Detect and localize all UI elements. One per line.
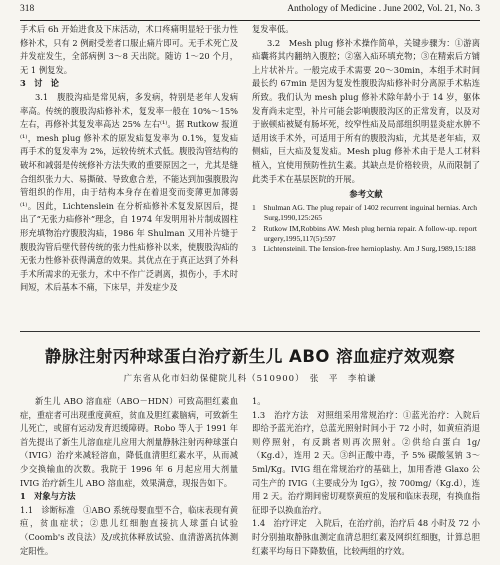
bottom-right-column [252,395,480,558]
reference-item: 1 Shulman AG. The plug repair of 1402 recurrent inguinal hernias. Arch Surg,1990,125:265 [252,202,478,223]
reference-item: 3 Lichtensteinil. The Iension-free hernioplashy. Am J Surg,1989,15:188 [252,244,476,254]
section-heading-discussion: 3 讨 论 [20,78,59,89]
paragraph: 3.1 腹股沟疝是常见病，多发病，特别是老年人发病率高。传统的腹股沟疝修补术，复发率一般在 10%～15% 左右，再修补其复发率高达 25% 左右⁽¹⁾。据 Rutkow 报道⁽¹⁾，mesh plug 修补术的原发疝复发率为 0.1%，复发疝再手术的复发率为 2%，远较传统术式低。腹股沟管结构的破坏和减弱是传统修补方法失败的重要原因之一，尤其是缝合组织张力大、易撕破、导致愈合差，不能达到加强腹股沟管组织的作用，由于结构本身存在着退变而变薄更加薄弱⁽¹⁾。因此，Lichtenslein 在分析疝修补术复发原因后，提出了“无张力疝修补”理念，自 1974 年发明用补片制成圆柱形充填物治疗腹股沟疝，1986 年 Shulman 又用补片缝于腹股沟管后壁代替传统的张力性疝修补以来，使腹股沟疝的无张力性修补获得满意的效果。其优点在于真正达到了外科手术所需求的无张力，术中不作广泛剥离，损伤小，手术时间短，术后基本不痛，下床早，并发症少及 [20,91,238,293]
reference-item: 2 Rutkow IM,Robbins AW. Mesh plug hernia repair. A follow-up. report urgery,1995,117(5):597 [252,223,478,243]
bottom-left-column [20,395,238,558]
article-title: 静脉注射丙种球蛋白治疗新生儿 ABO 溶血症疗效观察 [44,347,456,366]
paragraph: 1.4 治疗评定 入院后，在治疗前，治疗后 48 小时及 72 小时分别抽取静脉血测定血清总胆红素及网织红细胞，计算总胆红素平均每日下降数值，比较两组的疗效。 [252,518,480,556]
article-divider [20,331,480,332]
top-right-column [252,23,480,255]
section-heading-methods: 1 对象与方法 [20,491,76,502]
paragraph: 1。 [252,396,266,406]
running-header [20,4,480,20]
paragraph: 复发率低。 [252,24,294,34]
references-heading: 参考文献 [349,189,383,200]
paragraph: 手术后 6h 开始进食及下床活动，术口疼痛明显轻于张力性修补术，只有 2 例耐受差者口服止痛片即可。无手术死亡及并发症发生，全部病例 3～8 天出院。随访 1～20 个月，无 1 例复发。 [20,24,238,75]
header-rule [20,20,480,21]
paragraph: 1.3 治疗方法 对照组采用常规治疗：①蓝光治疗：入院后即给予蓝光治疗，总蓝光照射时间小于 72 小时，如黄疸消退则停照射，有反跳者则再次照射。②供给白蛋白 1g/（Kg.d），连用 2 天。③纠正酸中毒，予 5% 碳酸氢钠 3～5ml/Kg。IVIG 组在常规治疗的基础上，加用香港 Glaxo 公司生产的 IVIG（主要成分为 IgG），按 700mg/（Kg.d），连用 2 天。治疗期间密切观察黄疸的发展和临床表现，有换血指征即予以换血治疗。 [252,409,480,515]
journal-citation: Anthology of Medicine . June 2002, Vol. 21, No. 3 [287,4,480,14]
paragraph: 1.1 诊断标准 ①ABO 系统母婴血型不合，临床表现有黄疸，贫血症状；②患儿红细胞直接抗人球蛋白试验（Coomb's 改良法）及/或抗体释放试验、血清游离抗体测定阳性。 [20,504,238,556]
page-number: 318 [20,4,35,14]
paragraph: 新生儿 ABO 溶血症（ABO－HDN）可致高胆红素血症，重症者可出现重度黄疸，贫血及胆红素脑病，可致新生儿死亡，或留有运动发育迟缓障碍。Robo 等人于 1991 年首先提出了新生儿溶血症儿应用大剂量静脉注射丙种球蛋白（IVIG）治疗来减轻溶血，降低血清胆红素水平，从而减少交换输血的次数。我院于 1996 年 6 月起应用大剂量 IVIG 治疗新生儿 ABO 溶血症，效果满意，现报告如下。 [20,396,238,488]
article-authors: 广东省从化市妇幼保健院儿科（510900） 张 平 李柏谦 [123,374,377,384]
paragraph: 3.2 Mesh plug 修补术操作简单，关键步骤为：①游离疝囊将其内翻纳入腹腔；②塞入疝环填充物；③在精索后方铺上片状补片。一般完成手术需要 20～30min，本组手术时间最长约 67min 是因为复发性腹股沟疝修补时分离原手术粘连所致。我们认为 mesh plug 修补术除年龄小于 14 岁，躯体发育尚未定型，补片可能会影响腹股沟区的正常发育，以及对于嵌顿疝被疑有肠坏死，绞窄性疝及局部组织明显炎症水肿不适用该手术外，可适用于所有的腹股沟疝，尤其是老年疝，双侧疝，巨大疝及复发疝。Mesh plug 修补术由于是人工材料植入，宜使用预防性抗生素。其缺点是价格较贵，从而限制了此类手术在基层医院的开展。 [252,37,480,184]
top-left-column [20,23,238,295]
